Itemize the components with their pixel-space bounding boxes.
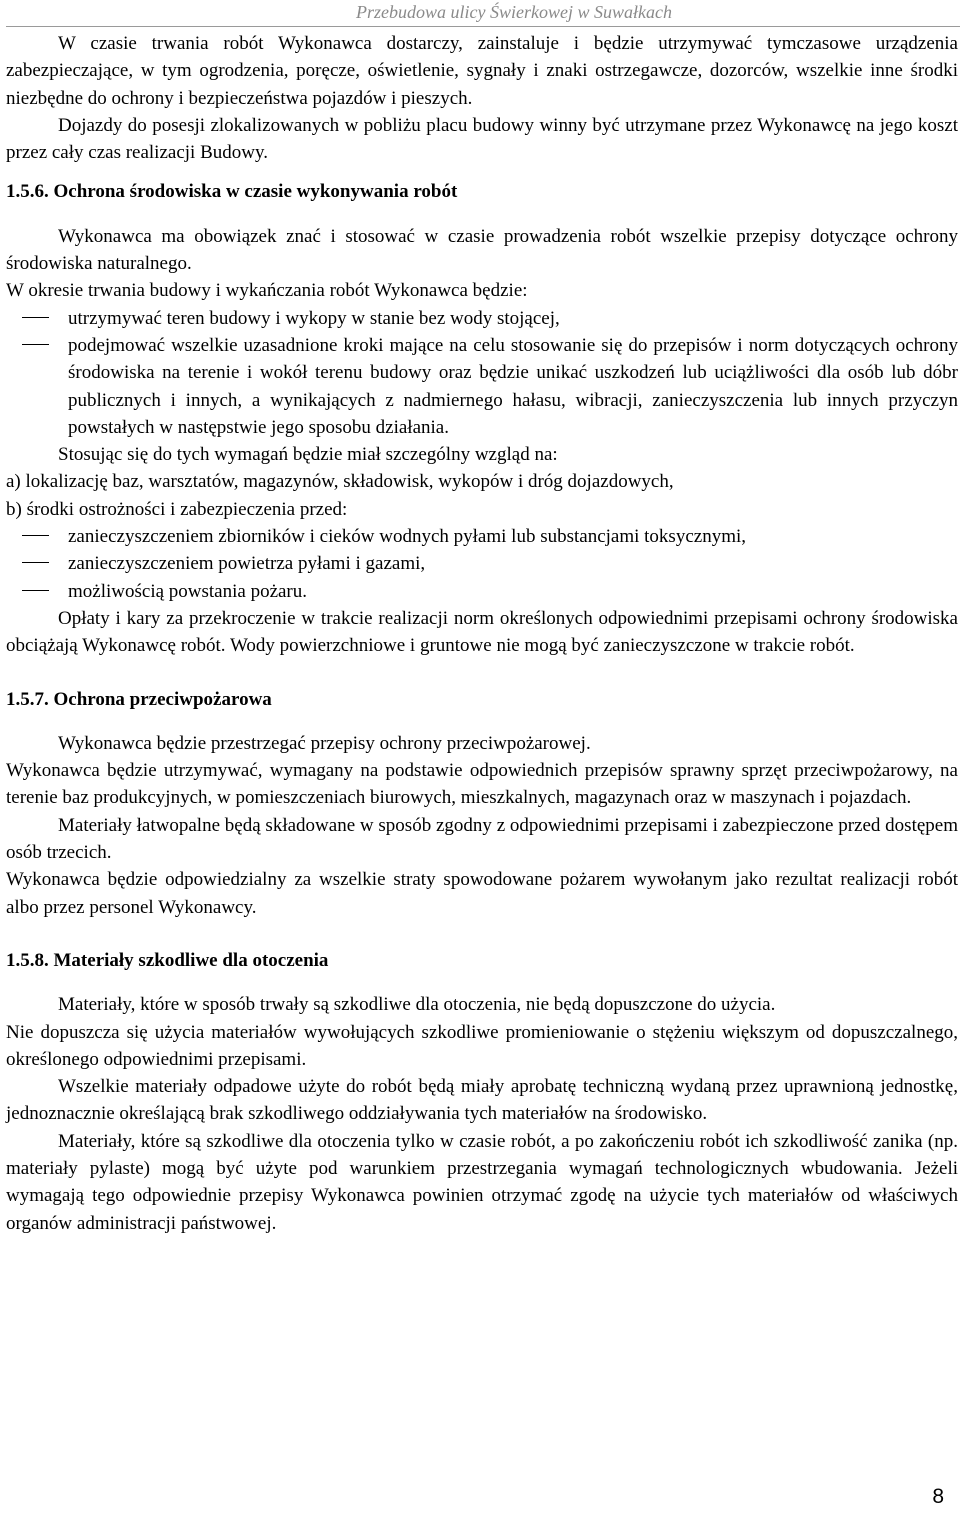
paragraph: Wszelkie materiały odpadowe użyte do robót będą miały aprobatę techniczną wydaną przez uprawnioną jednostkę, jednoznacznie określającą brak szkodliwego oddziaływania tych materiałów na środowisko. xyxy=(6,1076,958,1125)
paragraph: Wykonawca będzie odpowiedzialny za wszelkie straty spowodowane pożarem wywołanym jako rezultat realizacji robót albo przez personel Wykonawcy. xyxy=(6,869,958,918)
section-heading-1-5-6: 1.5.6. Ochrona środowiska w czasie wykonywania robót xyxy=(6,181,458,203)
section-heading-1-5-8: 1.5.8. Materiały szkodliwe dla otoczenia xyxy=(6,949,329,971)
paragraph: a) lokalizację baz, warsztatów, magazynów, składowisk, wykopów i dróg dojazdowych, xyxy=(6,471,674,493)
dash-bullet xyxy=(22,535,49,536)
paragraph: b) środki ostrożności i zabezpieczenia przed: xyxy=(6,498,348,520)
spacer xyxy=(6,974,958,991)
spacer xyxy=(6,660,958,686)
paragraph: Wykonawca ma obowiązek znać i stosować w czasie prowadzenia robót wszelkie przepisy dotyczące ochrony środowiska naturalnego. xyxy=(6,225,958,275)
spacer xyxy=(6,921,958,947)
paragraph: Materiały, które są szkodliwe dla otoczenia tylko w czasie robót, a po zakończeniu robót ich szkodliwość zanika (np. materiały pylaste) mogą być użyte pod warunkiem przestrzegania wymagań technologicznych wbudowania. Jeżeli wymagają tego odpowiednie przepisy Wykonawca powinien otrzymać zgodę na użycie tych materiałów od właściwych organów administracji państwowej. xyxy=(6,1130,958,1234)
list-item: możliwością powstania pożaru. xyxy=(6,578,958,605)
dash-bullet xyxy=(22,590,49,591)
document-body xyxy=(6,30,958,1237)
paragraph: Wykonawca będzie utrzymywać, wymagany na podstawie odpowiednich przepisów sprawny sprzęt przeciwpożarowy, na terenie baz produkcyjnych, w pomieszczeniach biurowych, mieszkalnych, magazynach oraz w maszynach i pojazdach. xyxy=(6,760,958,809)
header-rule xyxy=(6,26,960,27)
spacer xyxy=(6,206,958,223)
list-item: zanieczyszczeniem zbiorników i cieków wodnych pyłami lub substancjami toksycznymi, xyxy=(6,523,958,550)
running-header: Przebudowa ulicy Świerkowej w Suwałkach xyxy=(356,2,672,22)
dash-bullet xyxy=(22,562,49,563)
dash-bullet xyxy=(22,344,49,345)
dash-list xyxy=(6,305,958,441)
spacer xyxy=(6,166,958,178)
paragraph: Dojazdy do posesji zlokalizowanych w pobliżu placu budowy winny być utrzymane przez Wykonawcę na jego koszt przez cały czas realizacji Budowy. xyxy=(6,114,958,164)
paragraph: Opłaty i kary za przekroczenie w trakcie realizacji norm określonych odpowiednimi przepisami ochrony środowiska obciążają Wykonawcę robót. Wody powierzchniowe i gruntowe nie mogą być zanieczyszczone w trakcie robót. xyxy=(6,607,958,657)
spacer xyxy=(6,713,958,730)
paragraph: Stosując się do tych wymagań będzie miał szczególny wzgląd na: xyxy=(58,444,558,466)
paragraph: Nie dopuszcza się użycia materiałów wywołujących szkodliwe promieniowanie o stężeniu większym od dopuszczalnego, określonego odpowiednimi przepisami. xyxy=(6,1021,958,1070)
dash-bullet xyxy=(22,317,49,318)
paragraph: Materiały, które w sposób trwały są szkodliwe dla otoczenia, nie będą dopuszczone do użycia. xyxy=(58,994,776,1016)
page-number: 8 xyxy=(932,1485,944,1508)
paragraph: W okresie trwania budowy i wykańczania robót Wykonawca będzie: xyxy=(6,280,528,302)
dash-list xyxy=(6,523,958,605)
paragraph: Materiały łatwopalne będą składowane w sposób zgodny z odpowiednimi przepisami i zabezpieczone przed dostępem osób trzecich. xyxy=(6,814,958,864)
list-item: podejmować wszelkie uzasadnione kroki mające na celu stosowanie się do przepisów i norm dotyczących ochrony środowiska na terenie i wokół terenu budowy oraz będzie unikać uszkodzeń lub uciążliwości dla osób lub dóbr publicznych i innych, a wynikających z nadmiernego hałasu, wibracji, zanieczyszczenia lub innych przyczyn powstałych w następstwie jego sposobu działania. xyxy=(6,332,958,441)
section-heading-1-5-7: 1.5.7. Ochrona przeciwpożarowa xyxy=(6,688,272,710)
list-item: utrzymywać teren budowy i wykopy w stanie bez wody stojącej, xyxy=(6,305,958,332)
list-item: zanieczyszczeniem powietrza pyłami i gazami, xyxy=(6,550,958,577)
paragraph: Wykonawca będzie przestrzegać przepisy ochrony przeciwpożarowej. xyxy=(58,732,591,754)
paragraph: W czasie trwania robót Wykonawca dostarczy, zainstaluje i będzie utrzymywać tymczasowe urządzenia zabezpieczające, w tym ogrodzenia, poręcze, oświetlenie, sygnały i znaki ostrzegawcze, dozorców, wszelkie inne środki niezbędne do ochrony i bezpieczeństwa pojazdów i pieszych. xyxy=(6,33,958,109)
